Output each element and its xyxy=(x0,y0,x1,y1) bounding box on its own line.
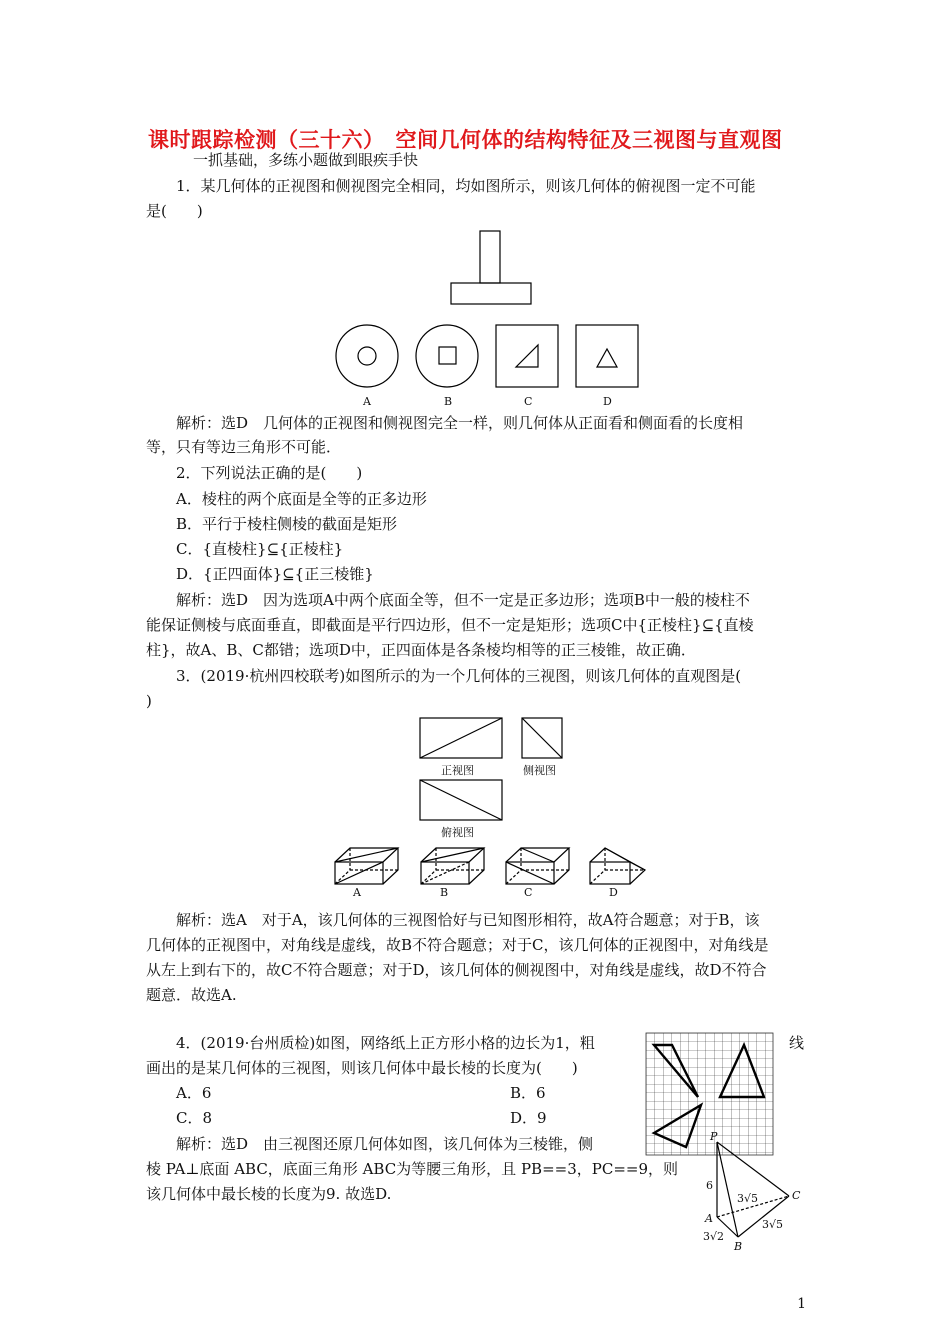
q2-analysis-line3: 柱}，故A、B、C都错；选项D中，正四面体是各条棱均相等的正三棱锥，故正确． xyxy=(146,641,696,659)
q3-analysis-line3: 从左上到右下的，故C不符合题意；对于D，该几何体的侧视图中，对角线是虚线，故D不符合 xyxy=(146,961,767,979)
page-number: 1 xyxy=(797,1296,806,1312)
q2-stem: 2．下列说法正确的是( ) xyxy=(176,464,363,482)
q1-option-d-label: D xyxy=(603,395,612,408)
q3-top-view-label: 俯视图 xyxy=(441,826,474,839)
q4-option-b: B．6 xyxy=(510,1084,546,1102)
q3-stem-line2: ) xyxy=(146,692,152,710)
q4-stem-line1: 4．(2019·台州质检)如图，网络纸上正方形小格的边长为1，粗 xyxy=(176,1034,595,1052)
q3-option-a-label: A xyxy=(353,886,361,899)
q4-option-d: D．9 xyxy=(510,1109,547,1127)
q4-edge-pa-label: 6 xyxy=(706,1179,713,1192)
q4-edge-pc-label: 3√5 xyxy=(737,1192,759,1205)
q4-option-c: C．8 xyxy=(176,1109,213,1127)
q4-edge-ab-label: 3√2 xyxy=(703,1230,725,1243)
q1-analysis-line1: 解析：选D 几何体的正视图和侧视图完全一样，则几何体从正面看和侧面看的长度相 xyxy=(176,414,744,432)
q3-stem-line1: 3．(2019·杭州四校联考)如图所示的为一个几何体的三视图，则该几何体的直观图是( xyxy=(176,667,742,685)
q4-vertex-c-label: C xyxy=(792,1189,801,1202)
q2-option-b: B．平行于棱柱侧棱的截面是矩形 xyxy=(176,515,398,533)
q4-option-a: A．6 xyxy=(176,1084,212,1102)
q4-edge-bc-label: 3√5 xyxy=(762,1218,784,1231)
q2-option-c: C．{直棱柱}⊆{正棱柱} xyxy=(176,540,344,558)
q3-option-b-label: B xyxy=(440,886,449,899)
q4-stem-line2: 画出的是某几何体的三视图，则该几何体中最长棱的长度为( ) xyxy=(146,1059,578,1077)
section-heading: 一抓基础，多练小题做到眼疾手快 xyxy=(193,151,419,169)
q3-option-c-label: C xyxy=(524,886,533,899)
q4-stem-line1-tail: 线 xyxy=(789,1034,805,1052)
q2-analysis-line2: 能保证侧棱与底面垂直，即截面是平行四边形，但不一定是矩形；选项C中{正棱柱}⊆{直棱 xyxy=(146,616,754,634)
q4-vertex-b-label: B xyxy=(734,1240,743,1253)
q1-stem-line2: 是( ) xyxy=(146,202,203,220)
q2-option-a: A．棱柱的两个底面是全等的正多边形 xyxy=(176,490,427,508)
q1-option-a-label: A xyxy=(363,395,371,408)
q1-option-b-label: B xyxy=(444,395,453,408)
q3-analysis-line2: 几何体的正视图中，对角线是虚线，故B不符合题意；对于C，该几何体的正视图中，对角线是 xyxy=(146,936,769,954)
page-title: 课时跟踪检测（三十六） 空间几何体的结构特征及三视图与直观图 xyxy=(148,128,783,152)
q1-stem-line1: 1．某几何体的正视图和侧视图完全相同，均如图所示，则该几何体的俯视图一定不可能 xyxy=(176,177,756,195)
q4-analysis-line1: 解析：选D 由三视图还原几何体如图，该几何体为三棱锥，侧 xyxy=(176,1135,594,1153)
q4-analysis-line2: 棱 PA⊥底面 ABC，底面三角形 ABC为等腰三角形，且 PB==3，PC==9，则 xyxy=(146,1160,678,1178)
q1-analysis-line2: 等，只有等边三角形不可能． xyxy=(146,438,342,456)
q2-analysis-line1: 解析：选D 因为选项A中两个底面全等，但不一定是正多边形；选项B中一般的棱柱不 xyxy=(176,591,750,609)
q3-side-view-label: 侧视图 xyxy=(523,764,556,777)
q4-analysis-line3: 该几何体中最长棱的长度为9. 故选D. xyxy=(146,1185,392,1203)
q3-analysis-line4: 题意．故选A. xyxy=(146,986,237,1004)
q4-vertex-a-label: A xyxy=(705,1212,713,1225)
q1-option-c-label: C xyxy=(524,395,533,408)
q2-option-d: D．{正四面体}⊆{正三棱锥} xyxy=(176,565,374,583)
q3-front-view-label: 正视图 xyxy=(441,764,474,777)
q4-vertex-p-label: P xyxy=(710,1130,718,1143)
q3-analysis-line1: 解析：选A 对于A，该几何体的三视图恰好与已知图形相符，故A符合题意；对于B，该 xyxy=(176,911,760,929)
q3-option-d-label: D xyxy=(609,886,618,899)
